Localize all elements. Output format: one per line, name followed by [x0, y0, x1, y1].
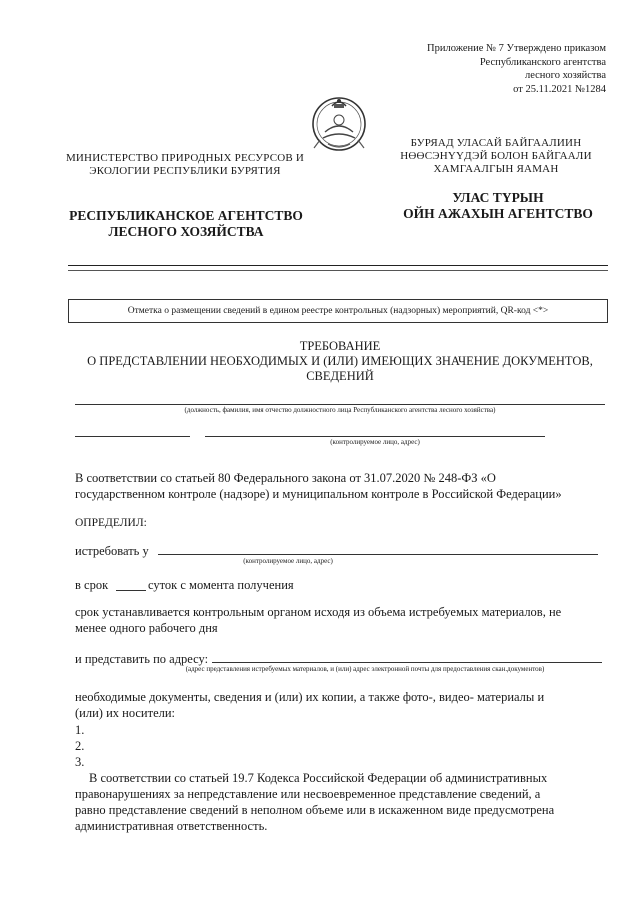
appendix-line-3: лесного хозяйства — [524, 70, 606, 81]
term-days-fill-line — [116, 590, 146, 591]
demand-from-label: истребовать у — [75, 544, 149, 558]
appendix-line-4: от 25.11.2021 №1284 — [513, 83, 606, 95]
submit-address-caption: (адрес представления истребуемых материалов, и (или) адрес электронной почты для предоставления скан.документов) — [185, 665, 545, 673]
term-note — [75, 604, 615, 636]
official-caption: (должность, фамилия, имя отчество должностного лица Республиканского агентства лесного хозяйства) — [184, 406, 496, 414]
term-note-line-1: срок устанавливается контрольным органом исходя из объема истребуемых материалов, не — [75, 605, 562, 619]
determined-label: ОПРЕДЕЛИЛ: — [75, 517, 147, 529]
controlled-caption: (контролируемое лицо, адрес) — [330, 438, 420, 446]
buryat-agency-line-2: ОЙН АЖАХЫН АГЕНТСТВО — [403, 206, 593, 221]
term-suffix: суток с момента получения — [148, 578, 294, 592]
header-divider — [68, 265, 608, 266]
coat-of-arms-icon — [308, 92, 370, 154]
buryat-agency-name — [380, 190, 616, 222]
documents-line-2: (или) их носители: — [75, 706, 176, 720]
law-line-1: В соответствии со статьей 80 Федерального закона от 31.07.2020 № 248-ФЗ «О — [75, 471, 496, 485]
buryat-ministry-line-2: НӨӨСЭНҮҮДЭЙ БОЛОН БАЙГААЛИ — [400, 150, 592, 162]
liability-line-2: правонарушениях за непредставление или несвоевременное представление сведений, а — [75, 787, 541, 801]
law-line-2: государственном контроле (надзоре) и муниципальном контроле в Российской Федерации» — [75, 487, 562, 501]
demand-from-caption: (контролируемое лицо, адрес) — [243, 557, 333, 565]
documents-items — [75, 722, 84, 770]
title-line-3: СВЕДЕНИЙ — [306, 369, 374, 383]
title-line-1: ТРЕБОВАНИЕ — [299, 339, 381, 353]
document-title — [60, 339, 620, 384]
law-reference — [75, 470, 615, 502]
ministry-line-1: МИНИСТЕРСТВО ПРИРОДНЫХ РЕСУРСОВ И — [65, 152, 305, 164]
appendix-note — [366, 42, 606, 96]
list-item: 1. — [75, 723, 85, 737]
term-prefix: в срок — [75, 578, 109, 592]
liability-line-1: В соответствии со статьей 19.7 Кодекса Российской Федерации об административных — [89, 771, 548, 785]
list-item: 2. — [75, 739, 85, 753]
liability-paragraph — [75, 770, 603, 834]
controlled-fill-line-left — [75, 436, 190, 437]
agency-line-2: ЛЕСНОГО ХОЗЯЙСТВА — [108, 224, 264, 239]
list-item: 3. — [75, 755, 85, 769]
qr-registry-note: Отметка о размещении сведений в едином реестре контрольных (надзорных) мероприятий, QR-код <*> — [127, 306, 549, 316]
agency-line-1: РЕСПУБЛИКАНСКОЕ АГЕНТСТВО — [69, 208, 303, 223]
agency-name — [62, 208, 310, 240]
ministry-line-2: ЭКОЛОГИИ РЕСПУБЛИКИ БУРЯТИЯ — [89, 165, 281, 177]
submit-address-fill-line — [212, 662, 602, 663]
official-fill-line — [75, 404, 605, 405]
buryat-ministry-line-3: ХАМГААЛГЫН ЯАМАН — [433, 163, 559, 175]
liability-line-3: равно представление сведений в неполном объеме или в искаженном виде предусмотрена — [75, 803, 555, 817]
demand-from-fill-line — [158, 554, 598, 555]
buryat-ministry-name — [396, 137, 596, 176]
title-line-2: О ПРЕДСТАВЛЕНИИ НЕОБХОДИМЫХ И (ИЛИ) ИМЕЮЩИХ ЗНАЧЕНИЕ ДОКУМЕНТОВ, — [87, 354, 593, 368]
term-note-line-2: менее одного рабочего дня — [75, 621, 218, 635]
submit-to-label: и представить по адресу: — [75, 652, 209, 666]
controlled-fill-line-right — [205, 436, 545, 437]
appendix-line-1: Приложение № 7 Утверждено приказом — [427, 43, 606, 54]
qr-registry-box — [68, 299, 608, 323]
header-divider-thin — [68, 270, 608, 271]
documents-list-intro — [75, 689, 615, 721]
appendix-line-2: Республиканского агентства — [479, 56, 606, 68]
liability-line-4: административная ответственность. — [75, 819, 268, 833]
documents-line-1: необходимые документы, сведения и (или) их копии, а также фото-, видео- материалы и — [75, 690, 545, 704]
buryat-ministry-line-1: БУРЯАД УЛАСАЙ БАЙГААЛИИН — [410, 137, 582, 149]
buryat-agency-line-1: УЛАС ТYРЫН — [452, 190, 544, 205]
ministry-name — [58, 152, 312, 178]
